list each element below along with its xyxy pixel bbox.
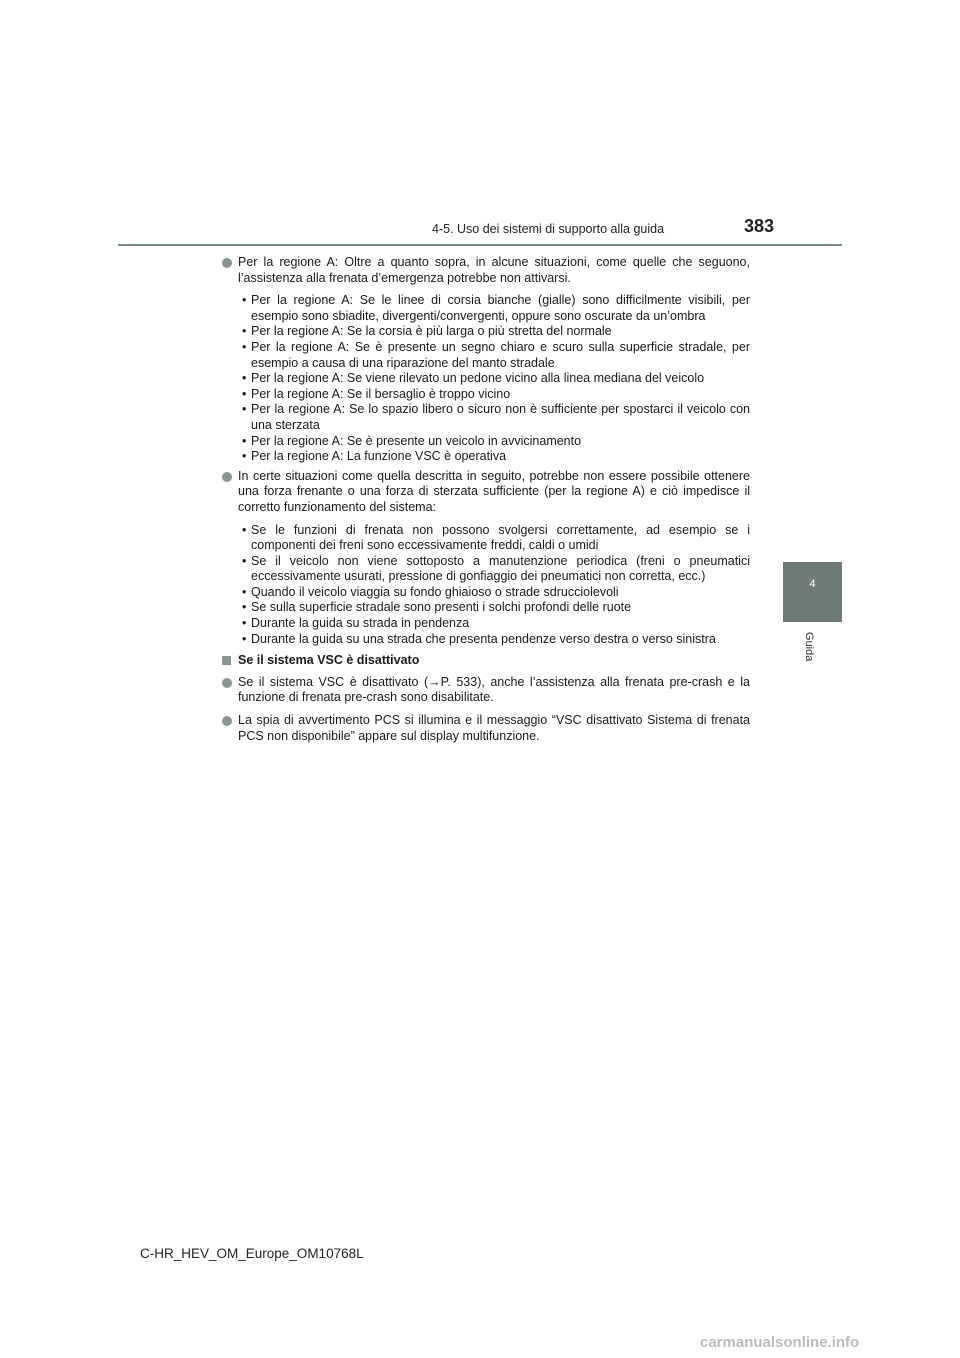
chapter-label-container bbox=[803, 632, 823, 682]
list-item: • Durante la guida su strada in pendenza bbox=[242, 616, 470, 631]
circle-bullet-icon bbox=[222, 472, 232, 482]
list-item: • Per la regione A: Se viene rilevato un pedone vicino alla linea mediana del veicolo bbox=[242, 371, 705, 386]
circle-bullet-icon bbox=[222, 258, 232, 268]
circle-bullet-icon bbox=[222, 716, 232, 726]
list-item: • Per la regione A: Se è presente un veicolo in avvicinamento bbox=[242, 433, 582, 448]
list-item: • Per la regione A: Se lo spazio libero o sicuro non è sufficiente per spostarci il veicolo con una sterzata bbox=[242, 402, 750, 432]
paragraph-text: Per la regione A: Oltre a quanto sopra, in alcune situazioni, come quelle che seguono, l’assistenza alla frenata d’emergenza potrebbe non attivarsi. bbox=[238, 255, 750, 285]
region-a-conditions-list bbox=[222, 293, 750, 465]
chapter-tab bbox=[783, 562, 842, 622]
square-bullet-icon bbox=[222, 656, 231, 665]
header-section-title: 4-5. Uso dei sistemi di supporto alla guida bbox=[432, 222, 665, 236]
header-divider bbox=[118, 244, 842, 246]
document-code: C-HR_HEV_OM_Europe_OM10768L bbox=[140, 1246, 364, 1261]
list-item: • Se le funzioni di frenata non possono svolgersi correttamente, ad esempio se i componenti dei freni sono eccessivamente freddi, caldi o umidi bbox=[242, 522, 750, 553]
list-item: • Per la regione A: La funzione VSC è operativa bbox=[242, 449, 507, 464]
paragraph-region-a bbox=[222, 255, 750, 286]
list-item: • Per la regione A: Se la corsia è più larga o più stretta del normale bbox=[242, 324, 612, 339]
list-item: • Per la regione A: Se è presente un segno chiaro e scuro sulla superficie stradale, per esempio a causa di una riparazione del manto stradale bbox=[242, 339, 750, 370]
page-number: 383 bbox=[744, 216, 775, 236]
list-item: • Se il veicolo non viene sottoposto a manutenzione periodica (freni o pneumatici eccessivamente usurati, pressione di gonfiaggio dei pneumatici non corretta, ecc.) bbox=[242, 553, 750, 584]
paragraph-pcs-warning bbox=[222, 713, 750, 744]
braking-conditions-list bbox=[222, 523, 750, 648]
paragraph-text: In certe situazioni come quella descritta in seguito, potrebbe non essere possibile ottenere una forza frenante o una forza di sterzata sufficiente (per la regione A) e ciò impedisce il corretto funzionamento del sistema: bbox=[238, 468, 750, 514]
circle-bullet-icon bbox=[222, 678, 232, 688]
list-item: • Per la regione A: Se le linee di corsia bianche (gialle) sono difficilmente visibili, per esempio sono sbiadite, divergenti/convergenti, oppure sono oscurate da un’ombra bbox=[242, 293, 750, 323]
main-content bbox=[222, 255, 750, 751]
paragraph-vsc-disabled bbox=[222, 675, 750, 706]
paragraph-text: Se il sistema VSC è disattivato (→P. 533), anche l’assistenza alla frenata pre-crash e la funzione di frenata pre-crash sono disabilitate. bbox=[238, 674, 750, 705]
section-heading-vsc: Se il sistema VSC è disattivato bbox=[222, 653, 750, 669]
list-item: • Se sulla superficie stradale sono presenti i solchi profondi delle ruote bbox=[242, 600, 632, 615]
watermark: carmanualsonline.info bbox=[700, 1334, 860, 1351]
list-item: • Per la regione A: Se il bersaglio è troppo vicino bbox=[242, 386, 511, 401]
list-item: • Durante la guida su una strada che presenta pendenze verso destra o verso sinistra bbox=[242, 631, 716, 646]
chapter-label: Guida bbox=[803, 632, 815, 662]
chapter-number: 4 bbox=[809, 578, 816, 590]
paragraph-text: La spia di avvertimento PCS si illumina e il messaggio “VSC disattivato Sistema di frenata PCS non disponibile” appare sul display multifunzione. bbox=[238, 713, 750, 743]
list-item: • Quando il veicolo viaggia su fondo ghiaioso o strade sdrucciolevoli bbox=[242, 584, 619, 599]
paragraph-braking-conditions bbox=[222, 469, 750, 516]
